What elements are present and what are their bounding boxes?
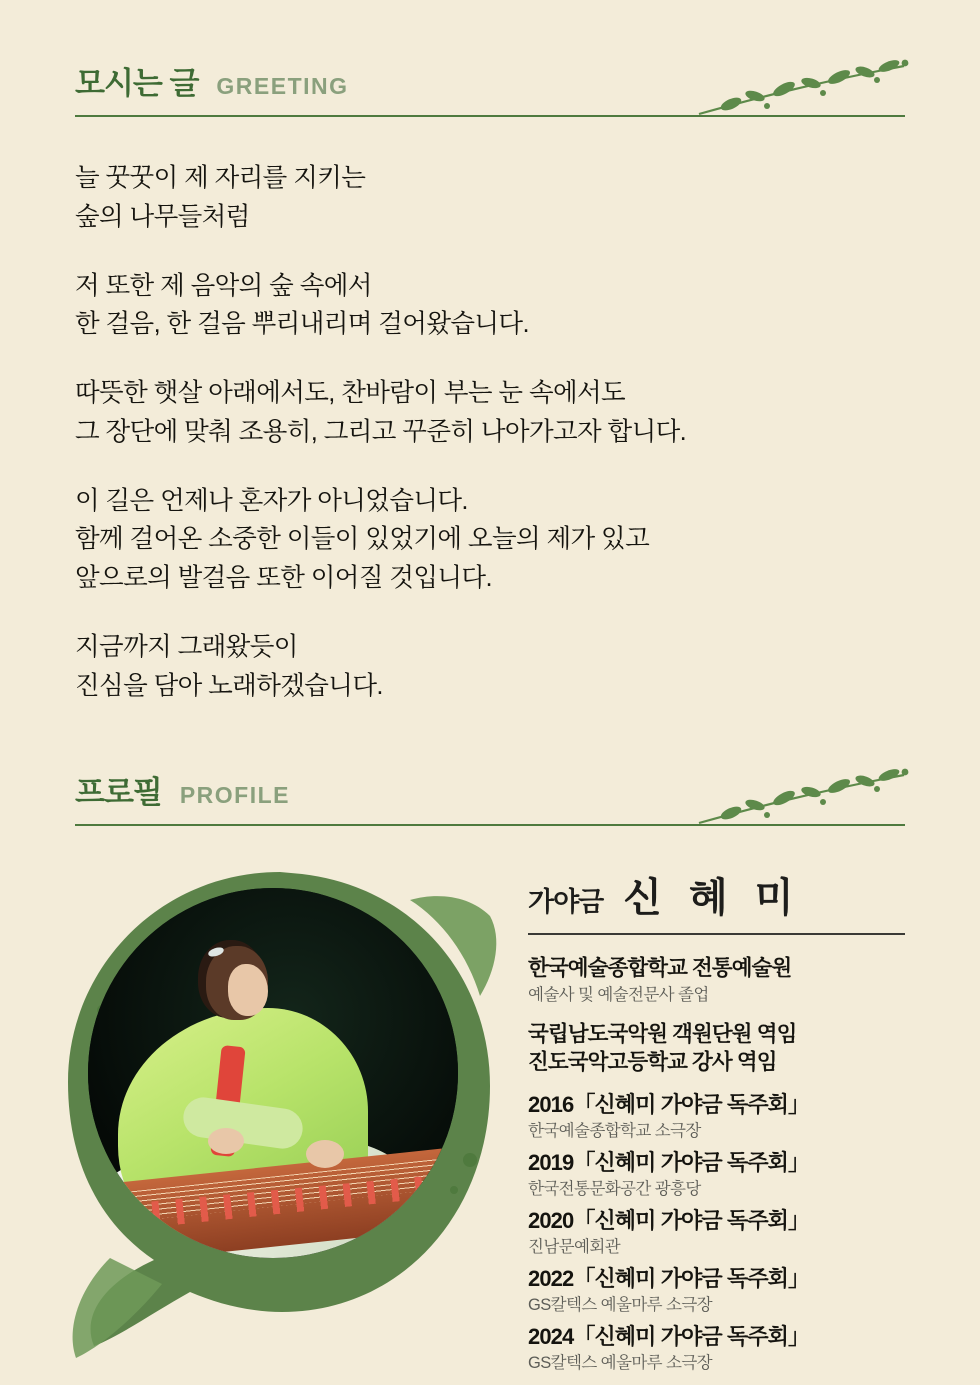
greeting-paragraph: 따뜻한 햇살 아래에서도, 찬바람이 부는 눈 속에서도 그 장단에 맞춰 조용히, 그리고 꾸준히 나아가고자 합니다. (75, 379, 687, 446)
recital-venue: GS칼텍스 예울마루 소극장 (528, 1296, 712, 1315)
recital-title: 2016「신혜미 가야금 독주회」 (528, 1091, 810, 1117)
profile-title-kr: 프로필 (75, 775, 162, 811)
recital-venue: GS칼텍스 예울마루 소극장 (528, 1354, 712, 1373)
recital-venue: 한국전통문화공간 광흥당 (528, 1180, 701, 1199)
education-degree: 예술사 및 예술전문사 졸업 (528, 986, 709, 1005)
greeting-paragraph: 이 길은 언제나 혼자가 아니었습니다. 함께 걸어온 소중한 이들이 있었기에 오늘의 제가 있고 앞으로의 발걸음 또한 이어질 것입니다. (75, 486, 650, 592)
education-group (528, 955, 905, 1006)
profile-section (75, 767, 905, 1380)
recital-title: 2024「신혜미 가야금 독주회」 (528, 1323, 810, 1349)
profile-details (510, 860, 905, 1380)
recital-item (528, 1149, 905, 1201)
career-group (528, 1021, 905, 1077)
recital-venue: 한국예술종합학교 소극장 (528, 1122, 701, 1141)
greeting-body (75, 159, 905, 705)
greeting-section (75, 0, 905, 705)
performer-face (228, 964, 268, 1016)
recital-item (528, 1091, 905, 1143)
greeting-heading (75, 58, 905, 103)
greeting-divider (75, 115, 905, 117)
recital-item (528, 1323, 905, 1375)
profile-heading (75, 767, 905, 812)
performer-name: 신 혜 미 (623, 876, 802, 921)
greeting-paragraph: 저 또한 제 음악의 숲 속에서 한 걸음, 한 걸음 뿌리내리며 걸어왔습니다. (75, 271, 529, 339)
profile-title-en: PROFILE (179, 782, 291, 809)
performer-name-row (528, 866, 905, 935)
profile-content (75, 860, 905, 1380)
greeting-title-en: GREETING (216, 73, 349, 99)
greeting-paragraph: 지금까지 그래왔듯이 진심을 담아 노래하겠습니다. (75, 632, 383, 700)
recital-title: 2020「신혜미 가야금 독주회」 (528, 1207, 810, 1233)
recital-item (528, 1265, 905, 1317)
instrument-label: 가야금 (528, 887, 604, 918)
recital-title: 2022「신혜미 가야금 독주회」 (528, 1265, 810, 1291)
career-line-1: 국립남도국악원 객원단원 역임 (528, 1021, 797, 1046)
education-school: 한국예술종합학교 전통예술원 (528, 956, 792, 981)
greeting-paragraph: 늘 꿋꿋이 제 자리를 지키는 숲의 나무들처럼 (75, 164, 366, 231)
photo-circle (88, 888, 458, 1258)
greeting-title-kr: 모시는 글 (75, 66, 199, 101)
performer-photo (50, 860, 510, 1380)
recital-title: 2019「신혜미 가야금 독주회」 (528, 1149, 810, 1175)
recital-venue: 진남문예회관 (528, 1238, 621, 1257)
recital-item (528, 1207, 905, 1259)
profile-divider (75, 824, 905, 826)
career-line-2: 진도국악고등학교 강사 역임 (528, 1049, 777, 1074)
